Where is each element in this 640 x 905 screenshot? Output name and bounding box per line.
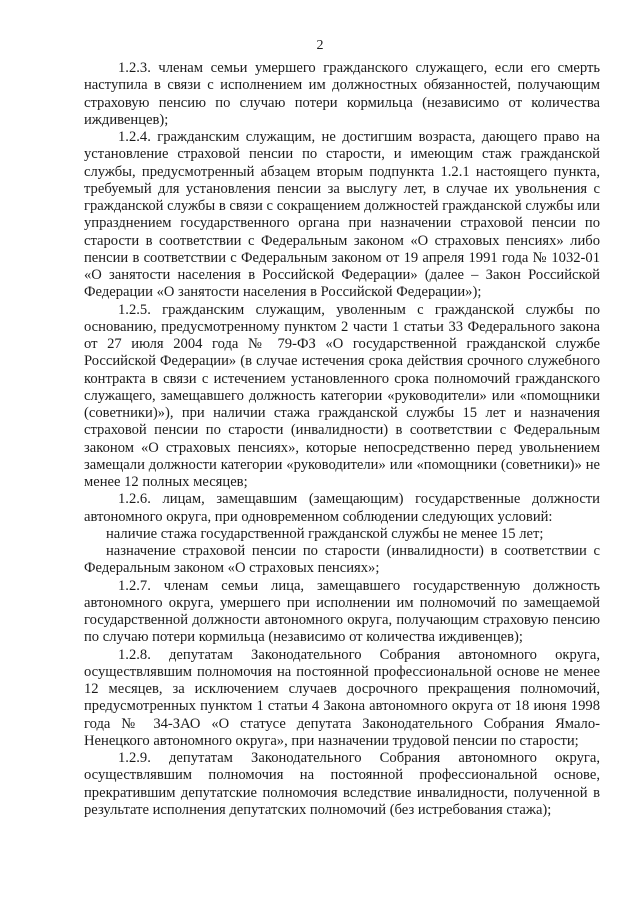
page-number: 2	[316, 38, 324, 53]
paragraph-1-2-4: 1.2.4. гражданским служащим, не достигшим возраста, дающего право на установление страховой пенсии по старости, и имеющим стаж гражданской службы, предусмотренный абзацем вторым подпункта 1.2.1 настоящего пункта, требуемый для установления пенсии за выслугу лет, в случае их увольнения с гражданской службы в связи с сокращением должностей гражданской службы или упразднением государственного органа при назначении страховой пенсии по старости в соответствии с Федеральным законом «О страховых пенсиях» либо пенсии в соответствии с Федеральным законом от 19 апреля 1991 года № 1032-01 «О занятости населения в Российской Федерации» (далее – Закон Российской Федерации «О занятости населения в Российской Федерации»);	[84, 129, 600, 301]
paragraph-1-2-5: 1.2.5. гражданским служащим, уволенным с гражданской службы по основанию, предусмотренному пунктом 2 части 1 статьи 33 Федерального закона от 27 июля 2004 года № 79-ФЗ «О государственной гражданской службе Российской Федерации» (в случае истечения срока действия срочного служебного контракта в связи с истечением установленного срока полномочий гражданского служащего, замещавшего должность категории «руководители» или «помощники (советники)»), при наличии стажа гражданской службы 15 лет и назначения страховой пенсии по старости (инвалидности) в соответствии с Федеральным законом «О страховых пенсиях», которые непосредственно перед увольнением замещали должности категории «руководители» или «помощники (советники)» не менее 12 полных месяцев;	[84, 301, 600, 490]
paragraph-1-2-8: 1.2.8. депутатам Законодательного Собрания автономного округа, осуществлявшим полномочия на постоянной профессиональной основе не менее 12 месяцев, за исключением случаев досрочного прекращения полномочий, предусмотренных пунктом 1 статьи 4 Закона автономного округа от 18 июня 1998 года № 34-ЗАО «О статусе депутата Законодательного Собрания Ямало-Ненецкого автономного округа», при назначении трудовой пенсии по старости;	[84, 646, 600, 749]
condition-service-length: наличие стажа государственной гражданской службы не менее 15 лет;	[106, 525, 544, 542]
condition-pension-assignment: назначение страховой пенсии по старости (инвалидности) в соответствии с Федеральным законом «О страховых пенсиях»;	[84, 543, 600, 577]
paragraph-1-2-3: 1.2.3. членам семьи умершего гражданского служащего, если его смерть наступила в связи с исполнением им должностных обязанностей, получающим страховую пенсию по случаю потери кормильца (независимо от количества иждивенцев);	[84, 60, 600, 128]
paragraph-1-2-6: 1.2.6. лицам, замещавшим (замещающим) государственные должности автономного округа, при одновременном соблюдении следующих условий:	[84, 491, 600, 525]
paragraph-1-2-9: 1.2.9. депутатам Законодательного Собрания автономного округа, осуществлявшим полномочия на постоянной профессиональной основе, прекратившим депутатские полномочия вследствие инвалидности, полученной в результате исполнения депутатских полномочий (без истребования стажа);	[84, 750, 600, 818]
paragraph-1-2-7: 1.2.7. членам семьи лица, замещавшего государственную должность автономного округа, умершего при исполнении им полномочий по замещаемой государственной должности автономного округа, получающим страховую пенсию по случаю потери кормильца (независимо от количества иждивенцев);	[84, 577, 600, 646]
document-body	[84, 60, 600, 819]
